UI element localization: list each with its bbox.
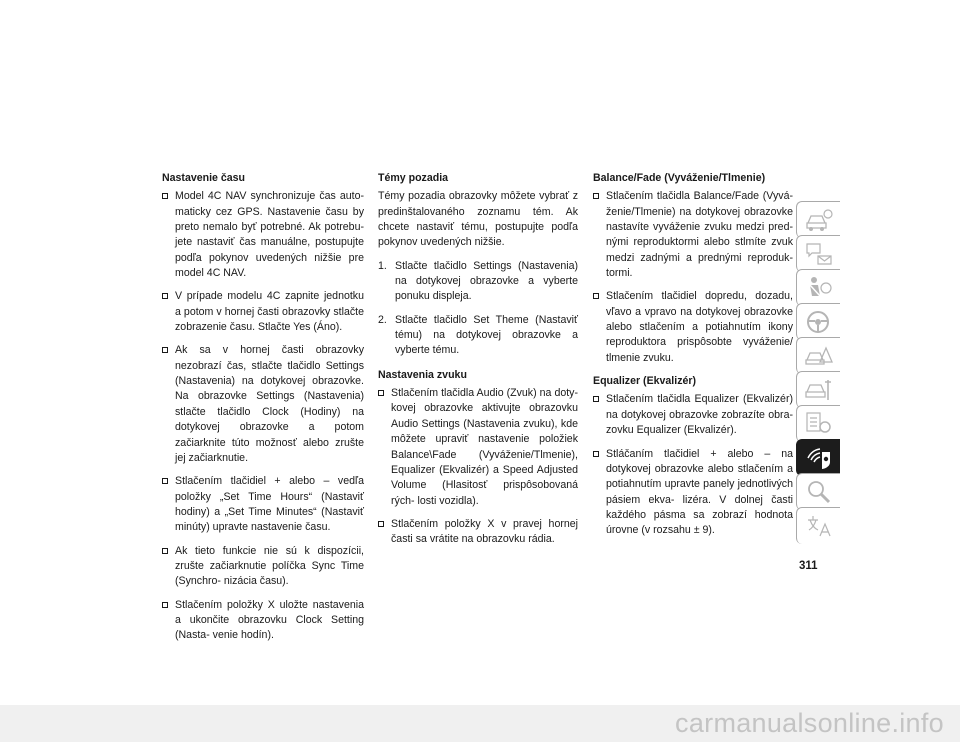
checkbox-bullet-icon xyxy=(162,193,168,199)
equalizer-list xyxy=(593,392,793,538)
car-info-icon xyxy=(804,206,834,234)
column-balance-equalizer xyxy=(593,171,793,547)
specifications-icon xyxy=(804,410,834,438)
multimedia-icon xyxy=(804,444,834,472)
numbered-step: 2. Stlačte tlačidlo Set Theme (Nastaviť tému) na dotykovej obrazovke a vyberte tému. xyxy=(378,313,578,357)
bullet-item: Stlačením tlačidla Audio (Zvuk) na doty- kovej obrazovke aktivujte obrazovku Audio Settings (Nastavenia zvuku), kde môžete upraviť nastavenie položiek Balance\Fade (Vyváženie/Tlmenie), Equalizer (Ekvalizér) a Speed Adjusted Volume (Hlasitosť prispôsobovaná rých- losti vozidla). xyxy=(378,386,578,509)
steering-wheel-icon xyxy=(804,308,834,336)
numbered-step: 1. Stlačte tlačidlo Settings (Nastavenia) na dotykovej obrazovke a vyberte ponuku displeja. xyxy=(378,259,578,303)
checkbox-bullet-icon xyxy=(162,293,168,299)
checkbox-bullet-icon xyxy=(162,347,168,353)
heading-background-themes: Témy pozadia xyxy=(378,172,449,184)
watermark-bar xyxy=(0,705,960,742)
index-search-icon xyxy=(804,478,834,506)
tab-languages[interactable] xyxy=(796,507,840,544)
bullet-item: Stlačením položky X uložte nastavenia a ukončite obrazovku Clock Setting (Nasta- venie hodín). xyxy=(162,598,364,644)
bullet-item: Stlačením tlačidla Balance/Fade (Vyvá- ženie/Tlmenie) na dotykovej obrazovke nastavíte vyváženie zvuku medzi pred- nými reproduktormi alebo stlmíte zvuk medzi zadnými a prednými reproduk- tormi. xyxy=(593,189,793,281)
bullet-item: Stlačením položky X v pravej hornej časti sa vrátite na obrazovku rádia. xyxy=(378,517,578,548)
chapter-tabs-sidebar xyxy=(796,201,840,545)
checkbox-bullet-icon xyxy=(162,478,168,484)
bullet-item: Model 4C NAV synchronizuje čas auto- maticky cez GPS. Nastavenie času by preto nemalo byť potrebné. Ak potrebu- jete nastaviť čas manuálne, postupujte podľa pokynov uvedených nižšie pre model 4C NAV. xyxy=(162,189,364,281)
maintenance-icon xyxy=(804,376,834,404)
balance-fade-list xyxy=(593,189,793,366)
time-settings-list xyxy=(162,189,364,643)
tab-emergency[interactable] xyxy=(796,337,840,374)
checkbox-bullet-icon xyxy=(593,293,599,299)
bullet-item: Stlačením tlačidiel + alebo – vedľa položky „Set Time Hours“ (Nastaviť hodiny) a „Set Time Minutes“ (Nastaviť minúty) upravte nastavenie času. xyxy=(162,474,364,535)
column-time-settings xyxy=(162,171,364,652)
heading-balance-fade: Balance/Fade (Vyváženie/Tlmenie) xyxy=(593,172,766,184)
checkbox-bullet-icon xyxy=(378,521,384,527)
tab-starting-operating[interactable] xyxy=(796,303,840,340)
tab-safety[interactable] xyxy=(796,269,840,306)
bullet-item: Stlačením tlačidla Equalizer (Ekvalizér) na dotykovej obrazovke zobrazíte obra- zovku Equalizer (Ekvalizér). xyxy=(593,392,793,438)
checkbox-bullet-icon xyxy=(593,451,599,457)
bullet-item: Ak tieto funkcie nie sú k dispozícii, zrušte začiarknutie políčka Sync Time (Synchro- nizácia času). xyxy=(162,544,364,590)
checkbox-bullet-icon xyxy=(593,396,599,402)
themes-intro-paragraph: Témy pozadia obrazovky môžete vybrať z predinštalovaného zoznamu tém. Ak chcete nastaviť tému, postupujte podľa pokynov uvedených nižšie. xyxy=(378,190,578,249)
page-number: 311 xyxy=(799,560,818,572)
languages-icon xyxy=(804,512,834,540)
audio-settings-list xyxy=(378,386,578,547)
checkbox-bullet-icon xyxy=(593,193,599,199)
tab-specifications[interactable] xyxy=(796,405,840,442)
tab-servicing[interactable] xyxy=(796,371,840,408)
bullet-item: V prípade modelu 4C zapnite jednotku a potom v hornej časti obrazovky stlačte zobrazenie času. Stlačte Yes (Áno). xyxy=(162,289,364,335)
seatbelt-airbag-icon xyxy=(804,274,834,302)
watermark-text: carmanualsonline.info xyxy=(675,708,944,738)
themes-steps-list xyxy=(378,259,578,359)
heading-time-settings: Nastavenie času xyxy=(162,172,246,184)
heading-equalizer: Equalizer (Ekvalizér) xyxy=(593,375,697,388)
bullet-item: Stláčaním tlačidiel + alebo – na dotykovej obrazovke alebo stlačením a potiahnutím upravte panely jednotlivých pásiem ekva- lizéra. V dolnej časti každého pásma sa zobrazí hodnota úrovne (v rozsahu ± 9). xyxy=(593,447,793,539)
bullet-item: Stlačením tlačidiel dopredu, dozadu, vľavo a vpravo na dotykovej obrazovke alebo stlačením a potiahnutím ikony reproduktora prispôsobte vyváženie/ tlmenie zvuku. xyxy=(593,289,793,366)
roadside-emergency-icon xyxy=(804,342,834,370)
tab-index[interactable] xyxy=(796,473,840,510)
heading-audio-settings: Nastavenia zvuku xyxy=(378,368,467,381)
checkbox-bullet-icon xyxy=(162,602,168,608)
warning-message-icon xyxy=(804,240,834,268)
tab-multimedia[interactable] xyxy=(796,439,840,476)
column-themes-audio xyxy=(378,171,578,556)
tab-car-info[interactable] xyxy=(796,201,840,238)
bullet-item: Ak sa v hornej časti obrazovky nezobrazí čas, stlačte tlačidlo Settings (Nastavenia) na dotykovej obrazovke. Na obrazovke Settings (Nastavenia) stlačte tlačidlo Clock (Hodiny) na dotykovej obrazovke a potom začiarknite túto možnosť alebo zrušte jej začiarknutie. xyxy=(162,343,364,466)
checkbox-bullet-icon xyxy=(162,548,168,554)
tab-warning-messages[interactable] xyxy=(796,235,840,272)
checkbox-bullet-icon xyxy=(378,390,384,396)
